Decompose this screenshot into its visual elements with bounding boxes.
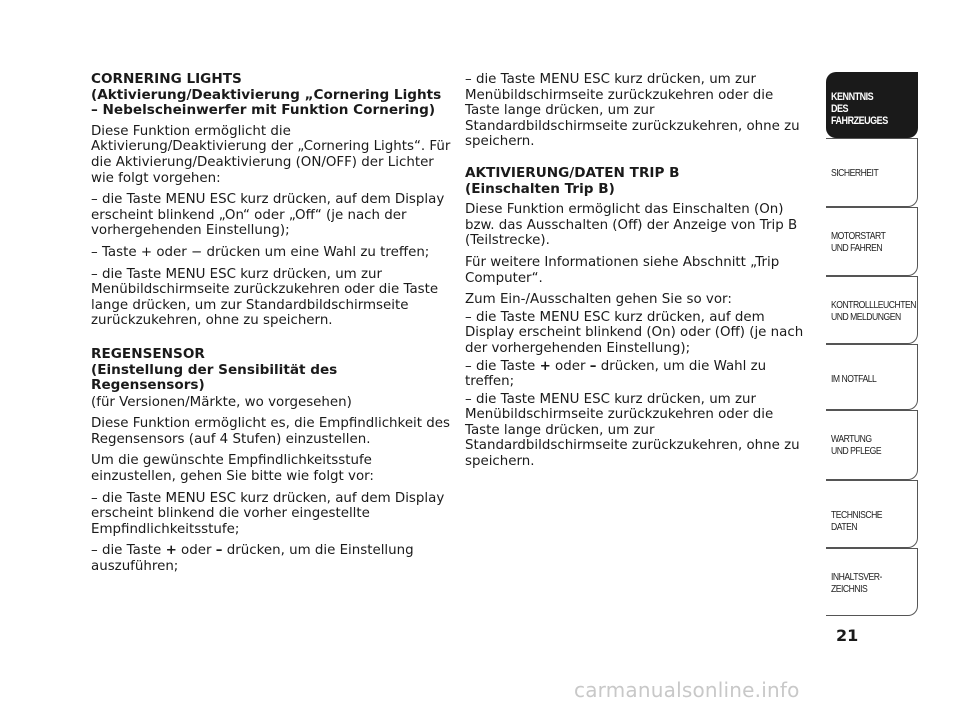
right-column bbox=[465, 72, 810, 476]
section-heading-cornering bbox=[91, 72, 453, 119]
paragraph: Zum Ein-/Ausschalten gehen Sie so vor: bbox=[465, 292, 732, 308]
tab-label: KONTROLLLEUCHTEN UND MELDUNGEN bbox=[831, 299, 916, 323]
paragraph: – die Taste + oder – drücken, um die Einstellung auszuführen; bbox=[91, 543, 414, 575]
paragraph: Diese Funktion ermöglicht es, die Empfindlichkeit des Regensensors (auf 4 Stufen) einzustellen. bbox=[91, 416, 451, 447]
left-column bbox=[91, 72, 453, 581]
heading-subtitle: – Nebelscheinwerfer mit Funktion Cornering) bbox=[91, 102, 436, 119]
tab-label: MOTORSTART UND FAHREN bbox=[831, 230, 886, 254]
heading-subtitle: (Einstellung der Sensibilität des Regensensors) bbox=[91, 361, 338, 394]
heading-subtitle: (Aktivierung/Deaktivierung „Cornering Lights bbox=[91, 86, 442, 103]
paragraph: – die Taste MENU ESC kurz drücken, auf dem Display erscheint blinkend die vorher eingestellte Empfindlichkeitsstufe; bbox=[91, 490, 445, 537]
tab-kontrollleuchten[interactable] bbox=[826, 276, 918, 344]
tab-label: TECHNISCHE DATEN bbox=[831, 509, 883, 533]
tab-label: SICHERHEIT bbox=[831, 167, 879, 179]
tab-notfall[interactable] bbox=[826, 344, 918, 410]
tab-kenntnis[interactable] bbox=[826, 72, 918, 138]
tab-inhaltsverzeichnis[interactable] bbox=[826, 548, 918, 616]
paragraph: – die Taste MENU ESC kurz drücken, um zur Menübildschirmseite zurückzukehren oder die Taste lange drücken, um zur Standardbildschirmseite zurückzukehren, ohne zu speichern. bbox=[91, 266, 439, 329]
heading-title: CORNERING LIGHTS bbox=[91, 71, 242, 87]
paragraph: – die Taste + oder – drücken, um die Wahl zu treffen; bbox=[465, 358, 767, 390]
tab-motorstart[interactable] bbox=[826, 207, 918, 276]
section-heading-trip-b bbox=[465, 166, 810, 197]
paragraph: – die Taste MENU ESC kurz drücken, um zur Menübildschirmseite zurückzukehren oder die Taste lange drücken, um zur Standardbildschirmseite zurückzukehren, ohne zu speichern. bbox=[465, 72, 800, 150]
chapter-tabs bbox=[826, 72, 918, 616]
tab-technische-daten[interactable] bbox=[826, 480, 918, 548]
heading-title: REGENSENSOR bbox=[91, 345, 205, 362]
watermark: carmanualsonline.info bbox=[574, 678, 800, 702]
tab-label: INHALTSVER- ZEICHNIS bbox=[831, 571, 882, 595]
paragraph: (für Versionen/Märkte, wo vorgesehen) bbox=[91, 394, 352, 410]
tab-sicherheit[interactable] bbox=[826, 138, 918, 207]
heading-title: AKTIVIERUNG/DATEN TRIP B bbox=[465, 164, 680, 181]
paragraph: Für weitere Informationen siehe Abschnitt „Trip Computer“. bbox=[465, 254, 780, 286]
page-number: 21 bbox=[836, 626, 859, 645]
paragraph: Diese Funktion ermöglicht das Einschalten (On) bzw. das Ausschalten (Off) der Anzeige von Trip B (Teilstrecke). bbox=[465, 202, 798, 249]
paragraph: Diese Funktion ermöglicht die Aktivierung/Deaktivierung der „Cornering Lights“. Für die Aktivierung/Deaktivierung (ON/OFF) der Lichter wie folgt vorgehen: bbox=[91, 123, 451, 186]
section-heading-regensensor bbox=[91, 347, 453, 394]
paragraph: – die Taste MENU ESC kurz drücken, auf dem Display erscheint blinkend „On“ oder „Off“ (je nach der vorhergehenden Einstellung); bbox=[91, 192, 445, 239]
paragraph: Um die gewünschte Empfindlichkeitsstufe einzustellen, gehen Sie bitte wie folgt vor: bbox=[91, 453, 374, 485]
tab-label: IM NOTFALL bbox=[831, 373, 877, 385]
paragraph: – die Taste MENU ESC kurz drücken, auf dem Display erscheint blinkend (On) oder (Off) (je nach der vorhergehenden Einstellung); bbox=[465, 309, 804, 356]
tab-label: KENNTNIS DES FAHRZEUGES bbox=[831, 91, 888, 127]
tab-wartung[interactable] bbox=[826, 410, 918, 480]
paragraph: – die Taste MENU ESC kurz drücken, um zur Menübildschirmseite zurückzukehren oder die Taste lange drücken, um zur Standardbildschirmseite zurückzukehren, ohne zu speichern. bbox=[465, 391, 800, 470]
heading-subtitle: (Einschalten Trip B) bbox=[465, 180, 615, 197]
paragraph: – Taste + oder − drücken um eine Wahl zu treffen; bbox=[91, 244, 430, 260]
tab-label: WARTUNG UND PFLEGE bbox=[831, 433, 882, 457]
